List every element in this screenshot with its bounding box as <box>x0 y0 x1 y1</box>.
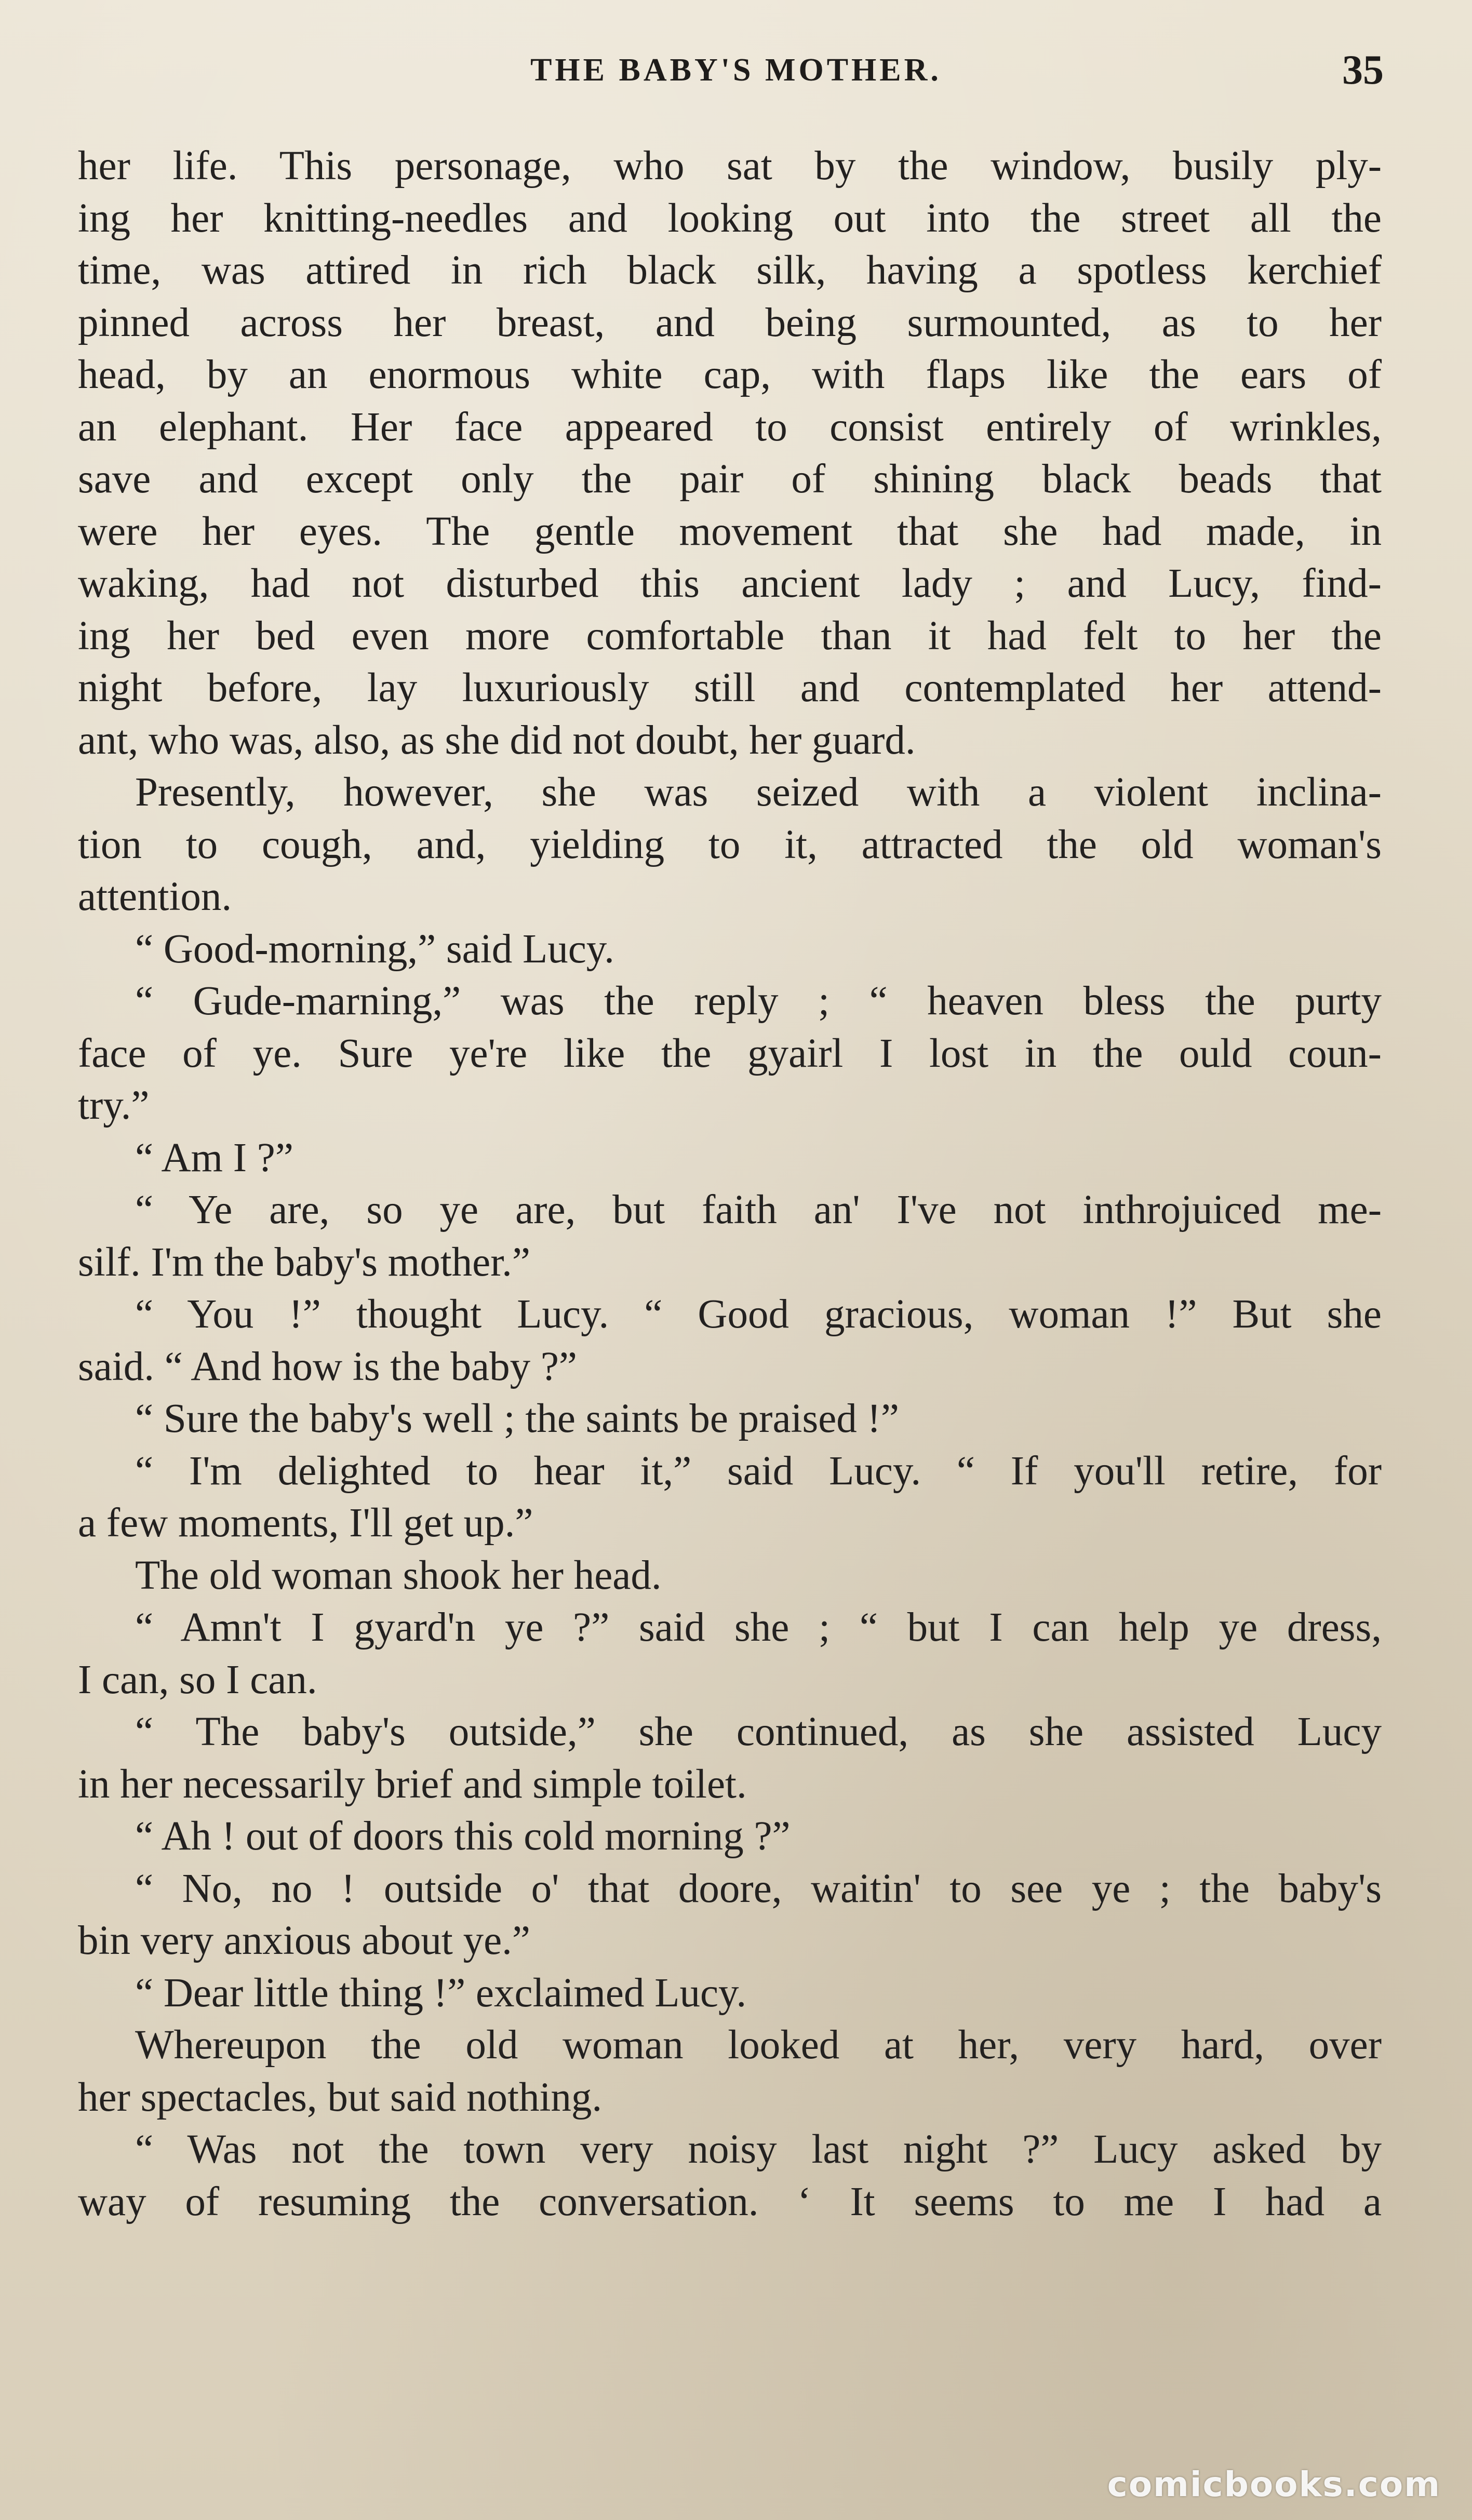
running-title: THE BABY'S MOTHER. <box>530 52 942 88</box>
paragraph-start: “ No, no ! outside o' that doore, waitin' to see ye ; the baby's <box>135 1866 1382 1911</box>
text-line: her life. This personage, who sat by the window, busily ply- <box>78 143 1382 189</box>
text-line: I can, so I can. <box>78 1657 317 1703</box>
paragraph-start: Presently, however, she was seized with a violent inclina- <box>135 770 1382 815</box>
paragraph-start: “ Gude-marning,” was the reply ; “ heaven bless the purty <box>135 978 1382 1024</box>
text-line: waking, had not disturbed this ancient lady ; and Lucy, find- <box>78 561 1382 606</box>
text-line: save and except only the pair of shining black beads that <box>78 457 1382 502</box>
text-line: way of resuming the conversation. ‘ It seems to me I had a <box>78 2179 1382 2224</box>
paragraph-start: “ Amn't I gyard'n ye ?” said she ; “ but I can help ye dress, <box>135 1605 1382 1650</box>
text-line: ing her knitting-needles and looking out into the street all the <box>78 195 1382 241</box>
paragraph-start: The old woman shook her head. <box>135 1552 662 1598</box>
text-line: try.” <box>78 1083 150 1128</box>
watermark-logo: comicbooks.com <box>1107 2464 1441 2504</box>
text-line: night before, lay luxuriously still and contemplated her attend- <box>78 665 1382 711</box>
paragraph-start: “ Ye are, so ye are, but faith an' I've not inthrojuiced me- <box>135 1187 1382 1232</box>
paragraph-start: Whereupon the old woman looked at her, very hard, over <box>135 2022 1382 2068</box>
text-line: in her necessarily brief and simple toilet. <box>78 1761 747 1807</box>
text-line: a few moments, I'll get up.” <box>78 1500 533 1546</box>
paragraph-start: “ Was not the town very noisy last night ?” Lucy asked by <box>135 2127 1382 2172</box>
text-line: said. “ And how is the baby ?” <box>78 1344 577 1389</box>
text-line: ant, who was, also, as she did not doubt, her guard. <box>78 717 916 763</box>
page-number: 35 <box>1342 47 1384 93</box>
text-line: attention. <box>78 874 232 919</box>
text-line: ing her bed even more comfortable than it had felt to her the <box>78 613 1382 659</box>
paragraph-start: “ You !” thought Lucy. “ Good gracious, woman !” But she <box>135 1292 1382 1337</box>
text-line: tion to cough, and, yielding to it, attracted the old woman's <box>78 822 1382 867</box>
paragraph-start: “ Dear little thing !” exclaimed Lucy. <box>135 1970 747 2016</box>
text-line: an elephant. Her face appeared to consist entirely of wrinkles, <box>78 404 1382 450</box>
paragraph-start: “ I'm delighted to hear it,” said Lucy. “ If you'll retire, for <box>135 1448 1382 1494</box>
text-line: bin very anxious about ye.” <box>78 1918 530 1963</box>
text-line: her spectacles, but said nothing. <box>78 2074 603 2120</box>
paragraph-start: “ Am I ?” <box>135 1135 293 1181</box>
paragraph-start: “ Sure the baby's well ; the saints be praised !” <box>135 1396 899 1441</box>
text-line: pinned across her breast, and being surmounted, as to her <box>78 300 1382 345</box>
text-line: silf. I'm the baby's mother.” <box>78 1239 530 1285</box>
paragraph-start: “ Good-morning,” said Lucy. <box>135 926 614 972</box>
paragraph-start: “ Ah ! out of doors this cold morning ?” <box>135 1814 791 1859</box>
text-line: were her eyes. The gentle movement that she had made, in <box>78 508 1382 554</box>
text-line: head, by an enormous white cap, with flaps like the ears of <box>78 352 1382 397</box>
text-line: time, was attired in rich black silk, having a spotless kerchief <box>78 248 1382 293</box>
paragraph-start: “ The baby's outside,” she continued, as she assisted Lucy <box>135 1709 1382 1754</box>
text-line: face of ye. Sure ye're like the gyairl I lost in the ould coun- <box>78 1030 1382 1076</box>
body-text <box>78 140 1382 2228</box>
running-head <box>78 42 1394 99</box>
